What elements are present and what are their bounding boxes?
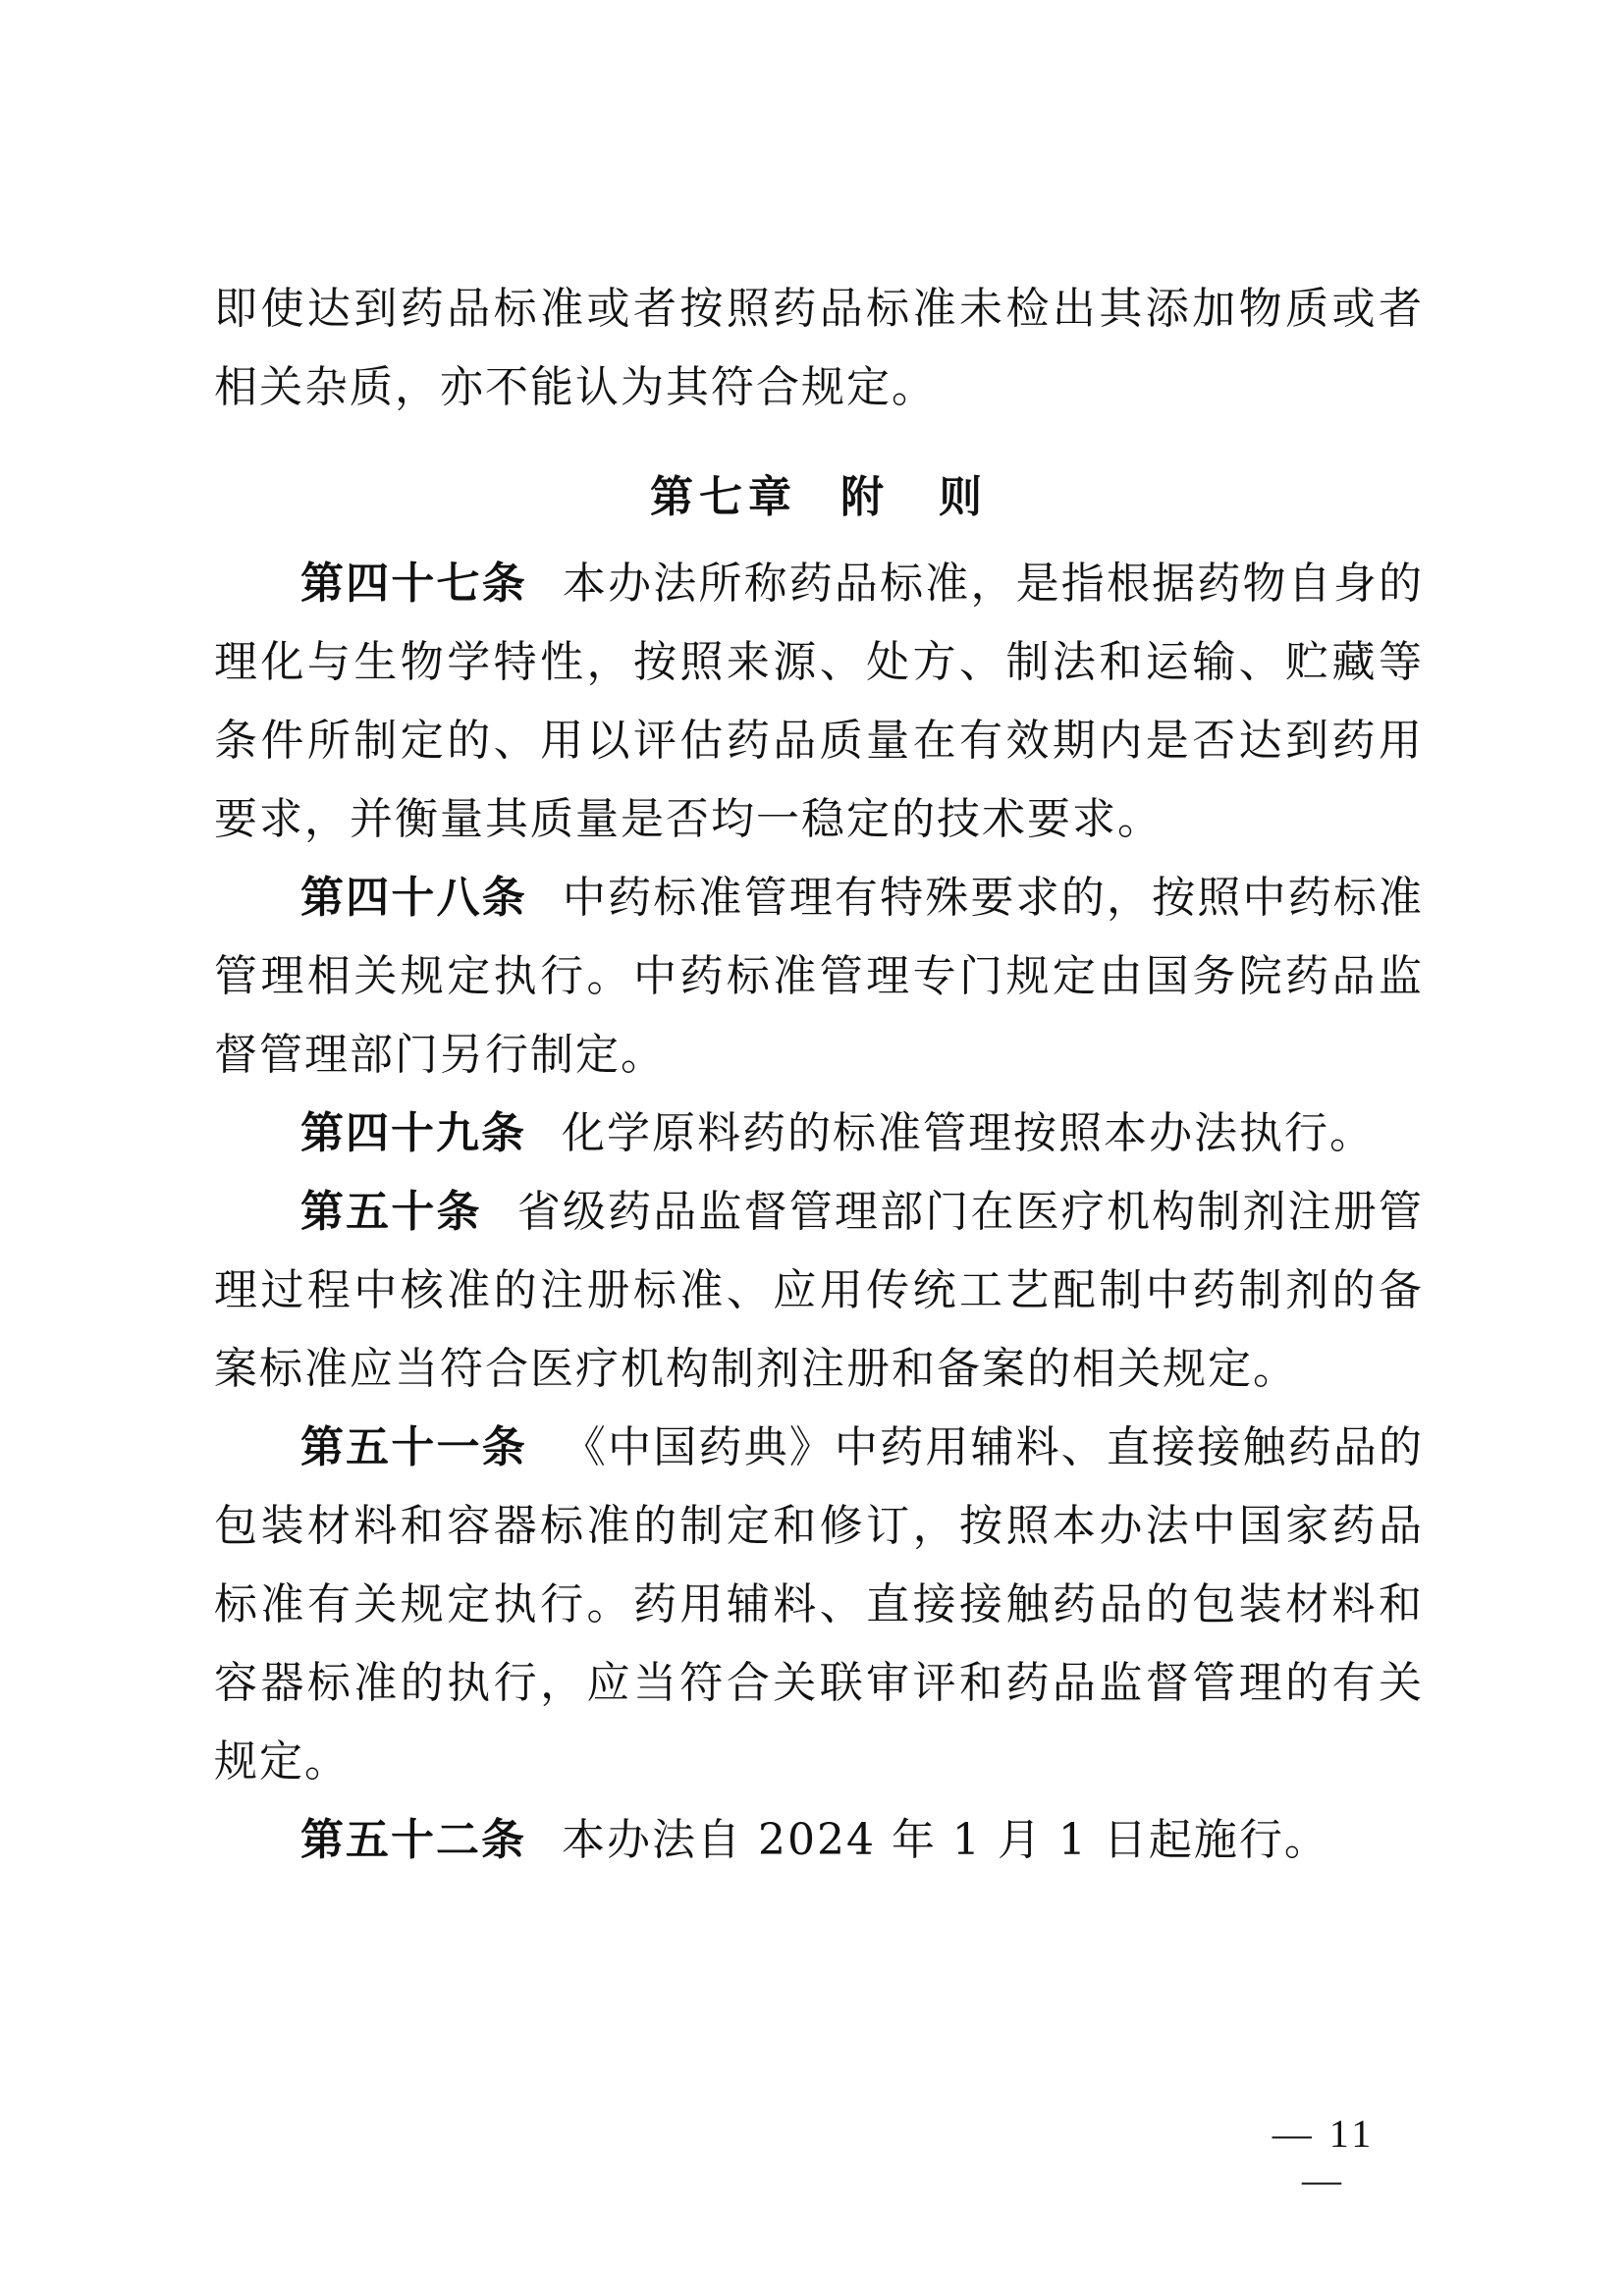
chapter-heading bbox=[214, 458, 1424, 537]
document-body bbox=[214, 270, 1424, 1880]
article-48 bbox=[214, 859, 1424, 1095]
article-label: 第五十条 bbox=[300, 1187, 482, 1237]
continued-paragraph: 即使达到药品标准或者按照药品标准未检出其添加物质或者相关杂质，亦不能认为其符合规定。 bbox=[214, 284, 1424, 412]
article-text: 化学原料药的标准管理按照本办法执行。 bbox=[562, 1108, 1375, 1158]
article-label: 第五十一条 bbox=[300, 1422, 527, 1472]
article-47 bbox=[214, 545, 1424, 859]
article-50 bbox=[214, 1173, 1424, 1409]
article-text: 本办法所称药品标准，是指根据药物自身的理化与生物学特性，按照来源、处方、制法和运输、贮藏等条件所制定的、用以评估药品质量在有效期内是否达到药用要求，并衡量其质量是否均一稳定的技术要求。 bbox=[214, 559, 1425, 844]
article-text: 中药标准管理有特殊要求的，按照中药标准管理相关规定执行。中药标准管理专门规定由国务院药品监督管理部门另行制定。 bbox=[214, 873, 1425, 1080]
page-number: — 11 — bbox=[1272, 2111, 1376, 2202]
chapter-title: 附 则 bbox=[840, 472, 988, 522]
chapter-number: 第七章 bbox=[650, 472, 797, 522]
article-text: 省级药品监督管理部门在医疗机构制剂注册管理过程中核准的注册标准、应用传统工艺配制中药制剂的备案标准应当符合医疗机构制剂注册和备案的相关规定。 bbox=[214, 1187, 1425, 1394]
article-52 bbox=[214, 1801, 1424, 1880]
article-text: 《中国药典》中药用辅料、直接接触药品的包装材料和容器标准的制定和修订，按照本办法中国家药品标准有关规定执行。药用辅料、直接接触药品的包装材料和容器标准的执行，应当符合关联审评和药品监督管理的有关规定。 bbox=[214, 1422, 1425, 1787]
article-label: 第五十二条 bbox=[300, 1815, 526, 1865]
article-label: 第四十七条 bbox=[300, 559, 527, 609]
article-51 bbox=[214, 1409, 1424, 1801]
article-49 bbox=[214, 1095, 1424, 1173]
article-label: 第四十九条 bbox=[300, 1108, 526, 1158]
article-text: 本办法自 2024 年 1 月 1 日起施行。 bbox=[562, 1815, 1329, 1865]
article-label: 第四十八条 bbox=[300, 873, 527, 923]
